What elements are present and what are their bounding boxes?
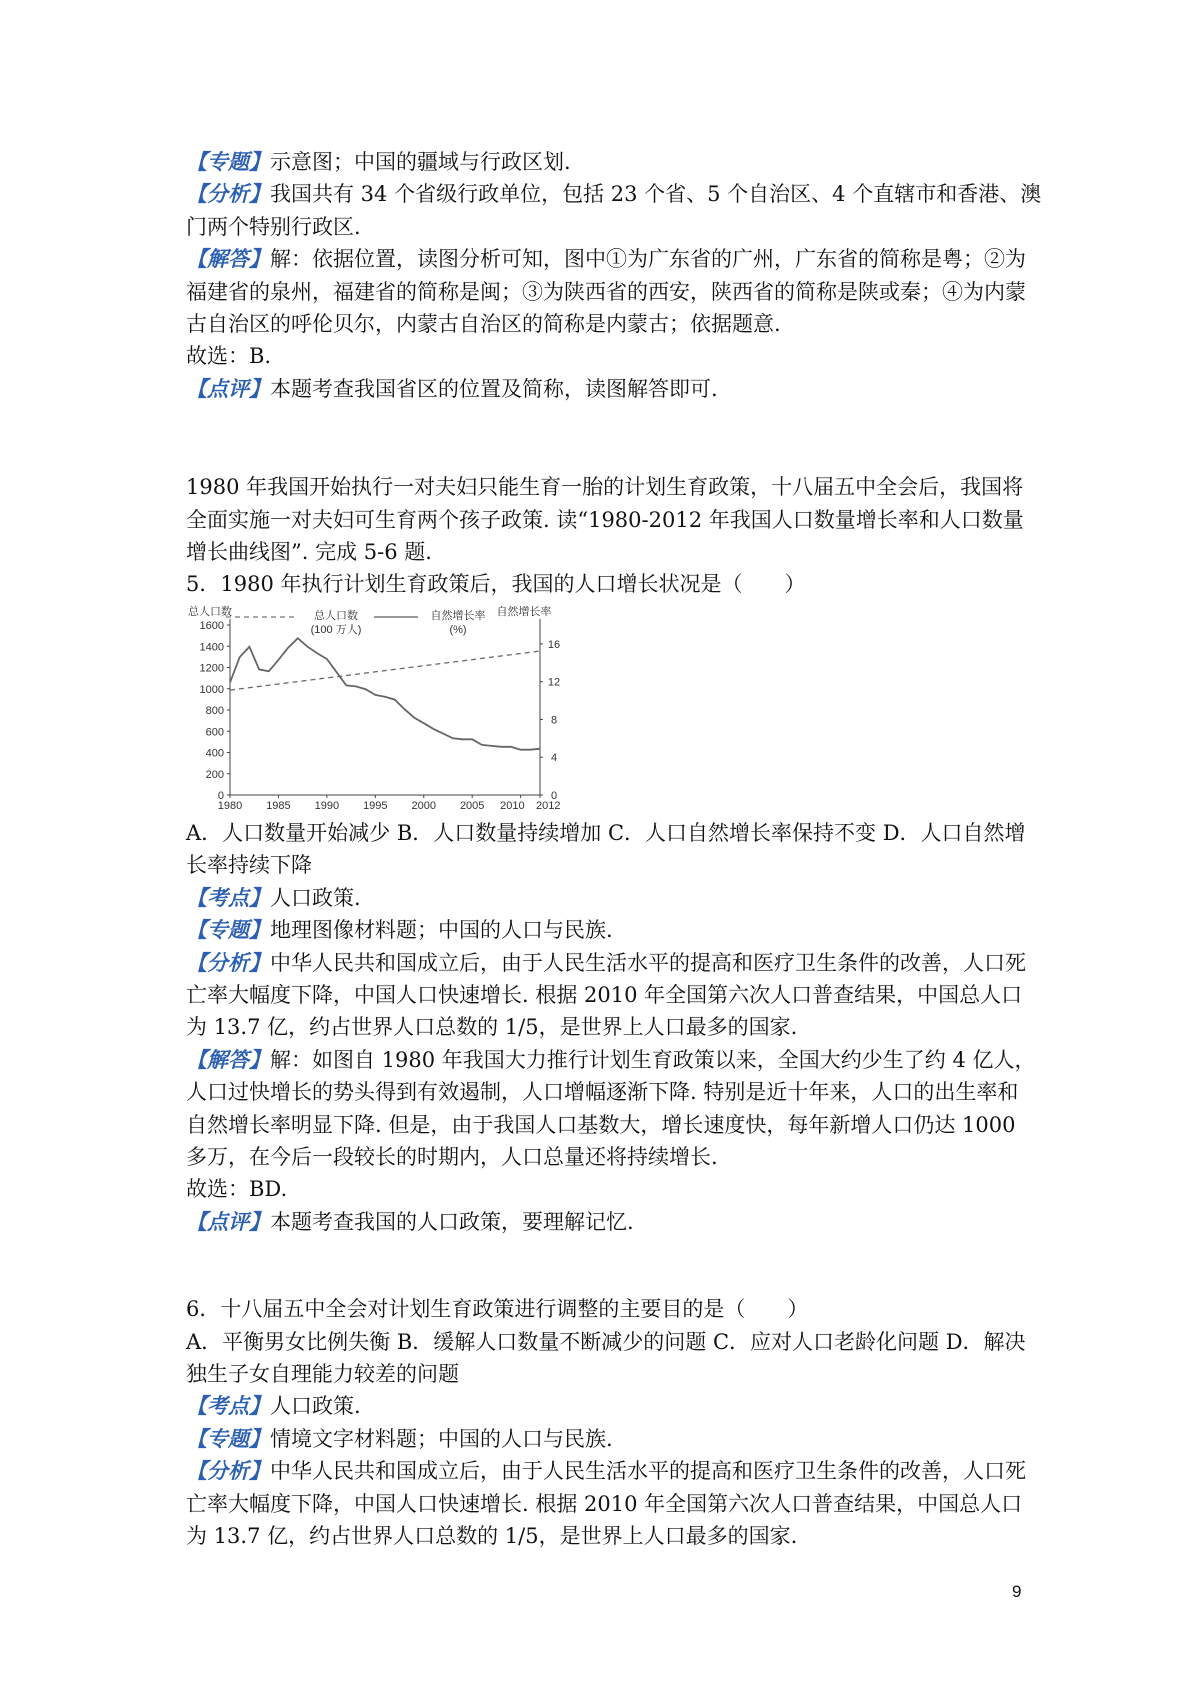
zhuanti-text: 情境文字材料题；中国的人口与民族. — [270, 1426, 613, 1451]
fenxi-tag: 【分析】 — [186, 949, 270, 975]
fenxi-text: 中华人民共和国成立后，由于人民生活水平的提高和医疗卫生条件的改善，人口死 — [270, 950, 1026, 975]
right-tick-label: 16 — [547, 638, 561, 651]
intro-line3: 增长曲线图”. 完成 5-6 题. — [186, 540, 432, 565]
spacer — [186, 405, 1026, 471]
q5-kaodian — [186, 882, 1026, 914]
left-tick-label: 0 — [217, 789, 224, 802]
zhuanti-tag: 【专题】 — [186, 149, 270, 174]
q6-zhuanti — [186, 1423, 1026, 1455]
natural-growth-rate-line — [230, 638, 540, 750]
dianping-text: 本题考查我国的人口政策，要理解记忆. — [270, 1209, 634, 1234]
q5-dianping — [186, 1206, 1026, 1238]
b1-zhuanti — [186, 146, 1026, 178]
q5-jieda — [186, 1044, 1036, 1076]
b1-jieda-line2: 福建省的泉州，福建省的简称是闽；③为陕西省的西安，陕西省的简称是陕或秦；④为内蒙 — [186, 279, 1026, 304]
zhuanti-text: 示意图；中国的疆域与行政区划. — [270, 150, 571, 174]
intro-line2: 全面实施一对夫妇可生育两个孩子政策. 读“1980-2012 年我国人口数量增长率和人口数量 — [186, 507, 1024, 532]
dianping-text: 本题考查我国省区的位置及简称，读图解答即可. — [270, 376, 718, 401]
kaodian-tag: 【考点】 — [186, 1393, 270, 1419]
b1-guxuan: 故选：B. — [186, 344, 272, 369]
q5-options-line2: 长率持续下降 — [186, 853, 312, 878]
legend-rate-name: 自然增长率 — [430, 609, 486, 622]
jieda-text: 解：如图自 1980 年我国大力推行计划生育政策以来，全国大约少生了约 4 亿人， — [270, 1047, 1036, 1072]
q5-fenxi-line2: 亡率大幅度下降，中国人口快速增长. 根据 2010 年全国第六次人口普查结果，中国总人口 — [186, 982, 1023, 1007]
x-tick-label: 1985 — [266, 799, 291, 812]
chart-svg — [186, 603, 566, 815]
x-tick-label: 2010 — [500, 799, 525, 812]
left-tick-label: 800 — [205, 704, 224, 717]
zhuanti-tag: 【专题】 — [186, 1425, 270, 1451]
x-tick-label: 2000 — [411, 799, 436, 812]
kaodian-tag: 【考点】 — [186, 884, 270, 910]
intro-line1: 1980 年我国开始执行一对夫妇只能生育一胎的计划生育政策，十八届五中全会后，我国将 — [186, 475, 1024, 500]
q6-fenxi-line2: 亡率大幅度下降，中国人口快速增长. 根据 2010 年全国第六次人口普查结果，中国总人口 — [186, 1491, 1023, 1516]
kaodian-text: 人口政策. — [270, 1394, 361, 1419]
total-population-line — [230, 651, 540, 690]
dianping-tag: 【点评】 — [186, 1208, 270, 1234]
x-tick-label: 1980 — [217, 799, 243, 812]
left-tick-label: 600 — [205, 726, 224, 739]
spacer — [186, 1238, 1026, 1293]
left-axis-label: 总人口数 — [188, 605, 232, 618]
b1-dianping — [186, 373, 1026, 405]
left-tick-label: 1000 — [199, 683, 224, 696]
q5-fenxi-line3: 为 13.7 亿，约占世界人口总数的 1/5，是世界上人口最多的国家. — [186, 1015, 798, 1040]
document-page — [186, 146, 1042, 1552]
q5-jieda-line2: 人口过快增长的势头得到有效遏制，人口增幅逐渐下降. 特别是近十年来，人口的出生率和 — [186, 1080, 1019, 1105]
q5-guxuan: 故选：BD. — [186, 1177, 288, 1202]
legend-total-sub: (100 万人) — [310, 623, 362, 636]
q6-stem: 6．十八届五中全会对计划生育政策进行调整的主要目的是（ ） — [186, 1297, 809, 1322]
q5-zhuanti — [186, 914, 1026, 946]
left-tick-label: 1200 — [199, 662, 224, 675]
dianping-tag: 【点评】 — [186, 375, 270, 401]
right-tick-label: 8 — [550, 714, 558, 727]
population-chart — [186, 603, 566, 815]
q5-jieda-line4: 多万，在今后一段较长的时期内，人口总量还将持续增长. — [186, 1144, 718, 1169]
fenxi-text: 我国共有 34 个省级行政单位，包括 23 个省、5 个自治区、4 个直辖市和香港、澳 — [270, 182, 1042, 207]
legend-rate-sub: (%) — [449, 623, 467, 636]
q6-options-line1: A．平衡男女比例失衡 B．缓解人口数量不断减少的问题 C．应对人口老龄化问题 D．解决 — [186, 1329, 1026, 1354]
fenxi-tag: 【分析】 — [186, 181, 270, 207]
right-axis-label: 自然增长率 — [496, 605, 552, 618]
fenxi-text: 中华人民共和国成立后，由于人民生活水平的提高和医疗卫生条件的改善，人口死 — [270, 1459, 1026, 1484]
q5-options-line1: A．人口数量开始减少 B．人口数量持续增加 C．人口自然增长率保持不变 D．人口自然增 — [186, 820, 1026, 845]
jieda-text: 解：依据位置，读图分析可知，图中①为广东省的广州，广东省的简称是粤；②为 — [270, 247, 1026, 272]
fenxi-tag: 【分析】 — [186, 1458, 270, 1484]
q6-fenxi-line3: 为 13.7 亿，约占世界人口总数的 1/5，是世界上人口最多的国家. — [186, 1524, 798, 1548]
left-tick-label: 1400 — [199, 641, 224, 654]
left-tick-label: 400 — [205, 747, 224, 760]
x-tick-label: 1990 — [314, 799, 340, 812]
zhuanti-tag: 【专题】 — [186, 917, 270, 943]
b1-jieda-line3: 古自治区的呼伦贝尔，内蒙古自治区的简称是内蒙古；依据题意. — [186, 312, 781, 337]
q5-jieda-line3: 自然增长率明显下降. 但是，由于我国人口基数大，增长速度快，每年新增人口仍达 1000 — [186, 1112, 1016, 1137]
jieda-tag: 【解答】 — [186, 246, 270, 272]
q6-kaodian — [186, 1390, 1026, 1422]
left-tick-label: 1600 — [199, 619, 224, 632]
jieda-tag: 【解答】 — [186, 1046, 270, 1072]
q5-fenxi — [186, 947, 1026, 979]
x-tick-label: 2012 — [536, 799, 561, 812]
b1-jieda — [186, 243, 1026, 275]
x-tick-label: 1995 — [363, 799, 388, 812]
right-tick-label: 4 — [550, 752, 558, 765]
x-tick-label: 2005 — [459, 799, 485, 812]
page-number: 9 — [1012, 1582, 1022, 1601]
zhuanti-text: 地理图像材料题；中国的人口与民族. — [270, 918, 613, 943]
q6-options-line2: 独生子女自理能力较差的问题 — [186, 1361, 459, 1386]
b1-fenxi — [186, 178, 1042, 210]
right-tick-label: 0 — [550, 789, 558, 802]
legend-total-name: 总人口数 — [314, 609, 358, 622]
q6-fenxi — [186, 1455, 1026, 1487]
b1-fenxi-line2: 门两个特别行政区. — [186, 214, 361, 239]
left-tick-label: 200 — [205, 768, 224, 781]
kaodian-text: 人口政策. — [270, 885, 361, 910]
right-tick-label: 12 — [547, 676, 561, 689]
q5-stem: 5．1980 年执行计划生育政策后，我国的人口增长状况是（ ） — [186, 572, 806, 597]
